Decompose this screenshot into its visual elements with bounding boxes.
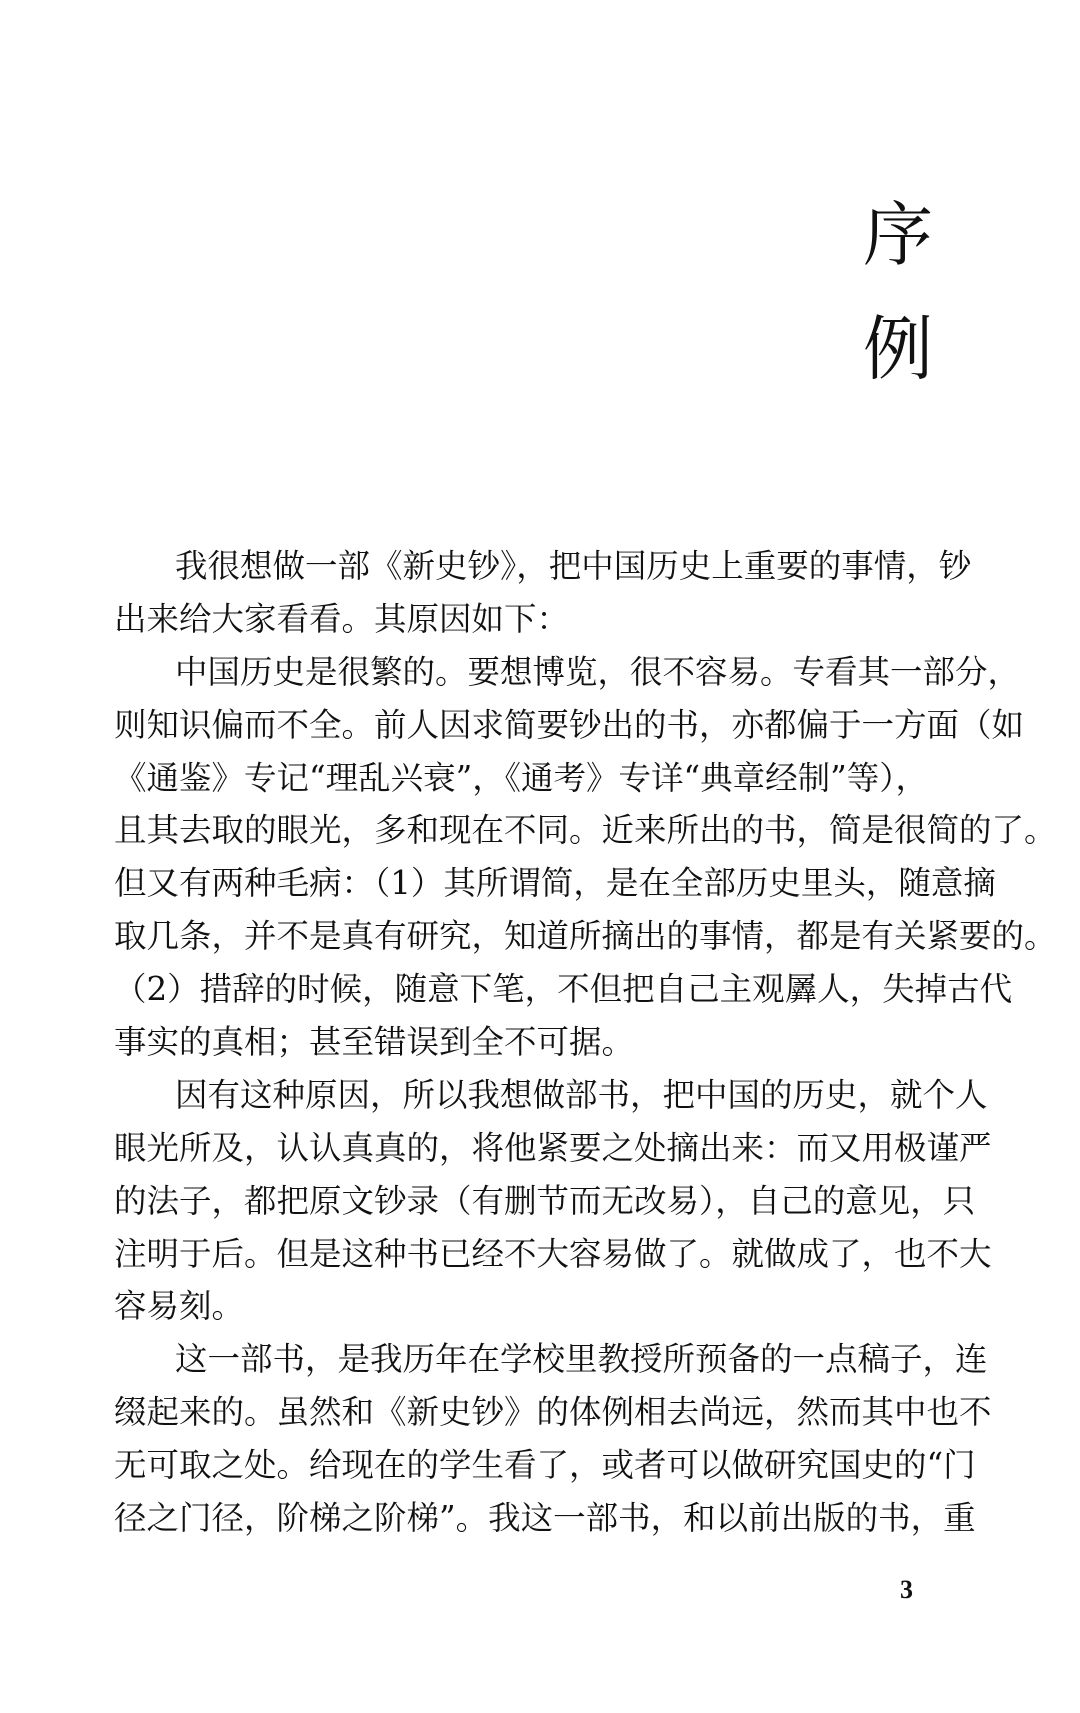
text-line: 且其去取的眼光，多和现在不同。近来所出的书，简是很简的了。: [114, 811, 1057, 850]
title-char-1: 序: [863, 194, 933, 276]
text-line: 注明于后。但是这种书已经不大容易做了。就做成了，也不大: [114, 1234, 992, 1273]
text-line: 《通鉴》专记“理乱兴衰”，《通考》专详“典章经制”等），: [114, 758, 928, 797]
text-line: 我很想做一部《新史钞》，把中国历史上重要的事情，钞: [175, 547, 972, 585]
text-line: 取几条，并不是真有研究，知道所摘出的事情，都是有关紧要的。: [114, 917, 1057, 956]
text-line: 则知识偏而不全。前人因求简要钞出的书，亦都偏于一方面（如: [114, 705, 1025, 744]
text-line: 的法子，都把原文钞录（有删节而无改易），自己的意见，只: [114, 1181, 976, 1220]
text-line: 眼光所及，认认真真的，将他紧要之处摘出来：而又用极谨严: [114, 1128, 992, 1167]
text-line: 出来给大家看看。其原因如下：: [114, 599, 570, 638]
text-line: 事实的真相；甚至错误到全不可据。: [114, 1023, 635, 1062]
text-line: 缀起来的。虽然和《新史钞》的体例相去尚远，然而其中也不: [114, 1393, 992, 1432]
text-line: 因有这种原因，所以我想做部书，把中国的历史，就个人: [175, 1075, 988, 1114]
text-line: （2）措辞的时候，随意下笔，不但把自己主观羼人，失掉古代: [114, 970, 1013, 1009]
title-char-2: 例: [863, 308, 933, 390]
text-line: 这一部书，是我历年在学校里教授所预备的一点稿子，连: [175, 1340, 988, 1379]
text-line: 中国历史是很繁的。要想博览，很不容易。专看其一部分，: [175, 652, 1021, 691]
page-number: 3: [900, 1575, 913, 1604]
text-line: 径之门径，阶梯之阶梯”。我这一部书，和以前出版的书，重: [114, 1499, 976, 1538]
text-line: 无可取之处。给现在的学生看了，或者可以做研究国史的“门: [114, 1446, 976, 1485]
text-line: 容易刻。: [114, 1287, 245, 1326]
page-title: [858, 194, 938, 428]
text-line: 但又有两种毛病：（1）其所谓简，是在全部历史里头，随意摘: [114, 864, 996, 903]
body-text: [114, 540, 1057, 1545]
